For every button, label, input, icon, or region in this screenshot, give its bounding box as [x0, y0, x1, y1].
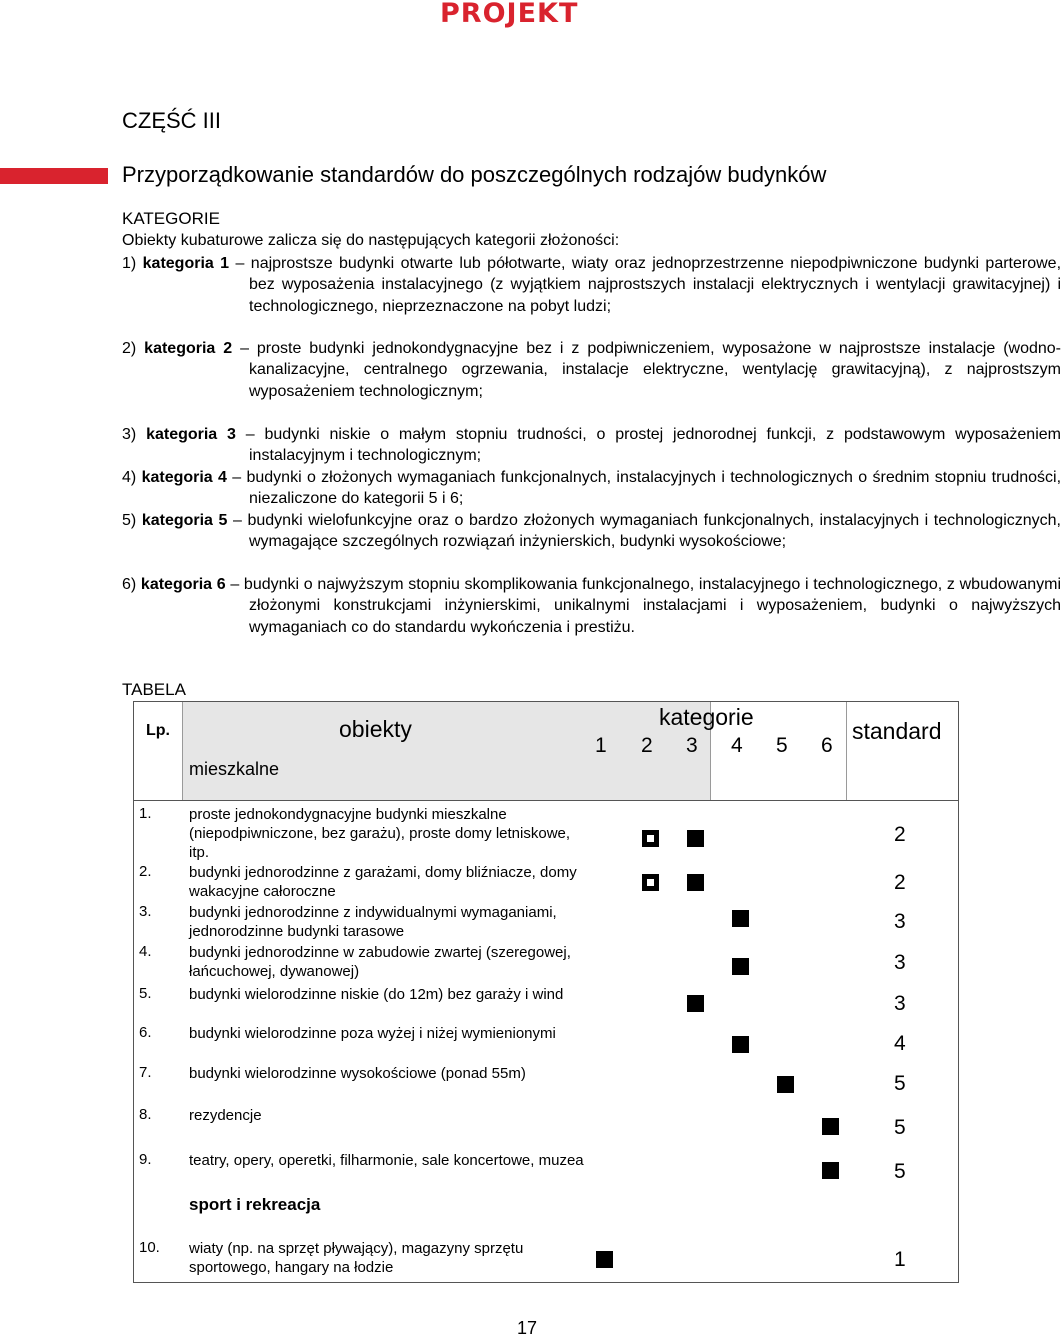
- row-standard: 5: [894, 1160, 906, 1183]
- row-standard: 3: [894, 910, 906, 933]
- category-item-5: 5) kategoria 5 – budynki wielofunkcyjne oraz o bardzo złożonych wymaganiach funkcjonalnych, instalacyjnych i technologicznych, wymagające szczególnych rozwiązań inżynierskich, budynki wysokościowe;: [122, 512, 1061, 551]
- row-number: 10.: [139, 1239, 160, 1256]
- row-standard: 3: [894, 992, 906, 1015]
- part-title: CZĘŚĆ III: [122, 108, 222, 133]
- row-description: budynki wielorodzinne niskie (do 12m) bez garaży i wind: [189, 986, 564, 1003]
- table-heading: TABELA: [122, 680, 186, 699]
- table-header-background: [182, 702, 710, 800]
- row-standard: 2: [894, 871, 906, 894]
- row-standard: 5: [894, 1116, 906, 1139]
- category-mark-icon: [687, 874, 704, 891]
- header-category-6: 6: [821, 734, 833, 757]
- category-item-2: 2) kategoria 2 – proste budynki jednokondygnacyjne bez i z podpiwniczeniem, wyposażone w najprostsze instalacje (wodno-kanalizacyjne, centralnego ogrzewania, instalacje elektryczne, wentylację grawitacyjną), z najprostszym wyposażeniem technologicznym;: [122, 340, 1061, 400]
- header-divider: [182, 702, 183, 800]
- header-objects: obiekty: [339, 716, 412, 742]
- row-standard: 3: [894, 951, 906, 974]
- row-description: teatry, opery, operetki, filharmonie, sale koncertowe, muzea: [189, 1152, 584, 1169]
- group-sport: sport i rekreacja: [189, 1195, 321, 1214]
- category-mark-hollow-icon: [642, 874, 659, 891]
- categories-intro: Obiekty kubaturowe zalicza się do następujących kategorii złożoności:: [122, 232, 620, 249]
- row-number: 7.: [139, 1064, 152, 1081]
- category-item-4: 4) kategoria 4 – budynki o złożonych wymaganiach funkcjonalnych, instalacyjnych i technologicznych o średnim stopniu trudności, niezaliczone do kategorii 5 i 6;: [122, 469, 1061, 508]
- row-number: 9.: [139, 1151, 152, 1168]
- row-number: 4.: [139, 943, 152, 960]
- category-mark-icon: [732, 958, 749, 975]
- category-item-3: 3) kategoria 3 – budynki niskie o małym stopniu trudności, o prostej jednorodnej funkcji, z podstawowym wyposażeniem instalacyjnym i technologicznym;: [122, 426, 1061, 465]
- row-description: budynki wielorodzinne poza wyżej i niżej wymienionymi: [189, 1025, 556, 1042]
- category-mark-icon: [822, 1118, 839, 1135]
- row-number: 2.: [139, 863, 152, 880]
- header-category-5: 5: [776, 734, 788, 757]
- row-number: 5.: [139, 985, 152, 1002]
- categories-heading: KATEGORIE: [122, 209, 220, 228]
- category-mark-hollow-icon: [642, 830, 659, 847]
- row-number: 3.: [139, 903, 152, 920]
- row-description: budynki wielorodzinne wysokościowe (ponad 55m): [189, 1065, 526, 1082]
- header-category-3: 3: [686, 734, 698, 757]
- category-item-6: 6) kategoria 6 – budynki o najwyższym stopniu skomplikowania funkcjonalnego, instalacyjnego i technologicznego, z wbudowanymi złożonymi konstrukcjami inżynierskimi, unikalnymi instalacjami i wyposażeniem, budynki o najwyższych wymaganiach co do standardu wykończenia i prestiżu.: [122, 576, 1061, 636]
- header-category-1: 1: [595, 734, 607, 757]
- row-description: rezydencje: [189, 1107, 262, 1124]
- header-separator: [134, 800, 958, 801]
- category-mark-icon: [732, 910, 749, 927]
- category-mark-icon: [687, 995, 704, 1012]
- row-standard: 1: [894, 1248, 906, 1271]
- category-mark-icon: [687, 830, 704, 847]
- row-description: proste jednokondygnacyjne budynki mieszkalne (niepodpiwniczone, bez garażu), proste domy letniskowe, itp.: [189, 806, 571, 861]
- category-mark-icon: [596, 1251, 613, 1268]
- standards-table: [133, 701, 959, 1283]
- red-accent-bar: [0, 168, 108, 184]
- row-description: budynki jednorodzinne z garażami, domy bliźniacze, domy wakacyjne całoroczne: [189, 864, 577, 900]
- row-description: budynki jednorodzinne z indywidualnymi wymaganiami, jednorodzinne budynki tarasowe: [189, 904, 557, 940]
- category-mark-icon: [732, 1036, 749, 1053]
- row-description: wiaty (np. na sprzęt pływający), magazyny sprzętu sportowego, hangary na łodzie: [189, 1240, 524, 1276]
- watermark-projekt: PROJEKT: [440, 0, 579, 29]
- page-number: 17: [517, 1318, 538, 1338]
- header-divider: [846, 702, 847, 800]
- category-mark-icon: [777, 1076, 794, 1093]
- row-standard: 5: [894, 1072, 906, 1095]
- header-lp: Lp.: [146, 722, 170, 739]
- header-categories: kategorie: [659, 704, 754, 730]
- row-standard: 2: [894, 823, 906, 846]
- row-number: 6.: [139, 1024, 152, 1041]
- row-description: budynki jednorodzinne w zabudowie zwartej (szeregowej, łańcuchowej, dywanowej): [189, 944, 571, 980]
- header-category-2: 2: [641, 734, 653, 757]
- category-mark-icon: [822, 1162, 839, 1179]
- row-number: 8.: [139, 1106, 152, 1123]
- header-category-4: 4: [731, 734, 743, 757]
- row-standard: 4: [894, 1032, 906, 1055]
- row-number: 1.: [139, 805, 152, 822]
- header-standard: standard: [852, 718, 942, 744]
- group-residential: mieszkalne: [189, 759, 280, 779]
- main-title: Przyporządkowanie standardów do poszczególnych rodzajów budynków: [122, 162, 827, 187]
- category-item-1: 1) kategoria 1 – najprostsze budynki otwarte lub półotwarte, wiaty oraz jednoprzestrzenne niepodpiwniczone budynki parterowe, bez wyposażenia instalacyjnego (z wyjątkiem najprostszych instalacji elektrycznych i wentylacji grawitacyjnej) i technologicznego, nieprzeznaczone na pobyt ludzi;: [122, 255, 1061, 315]
